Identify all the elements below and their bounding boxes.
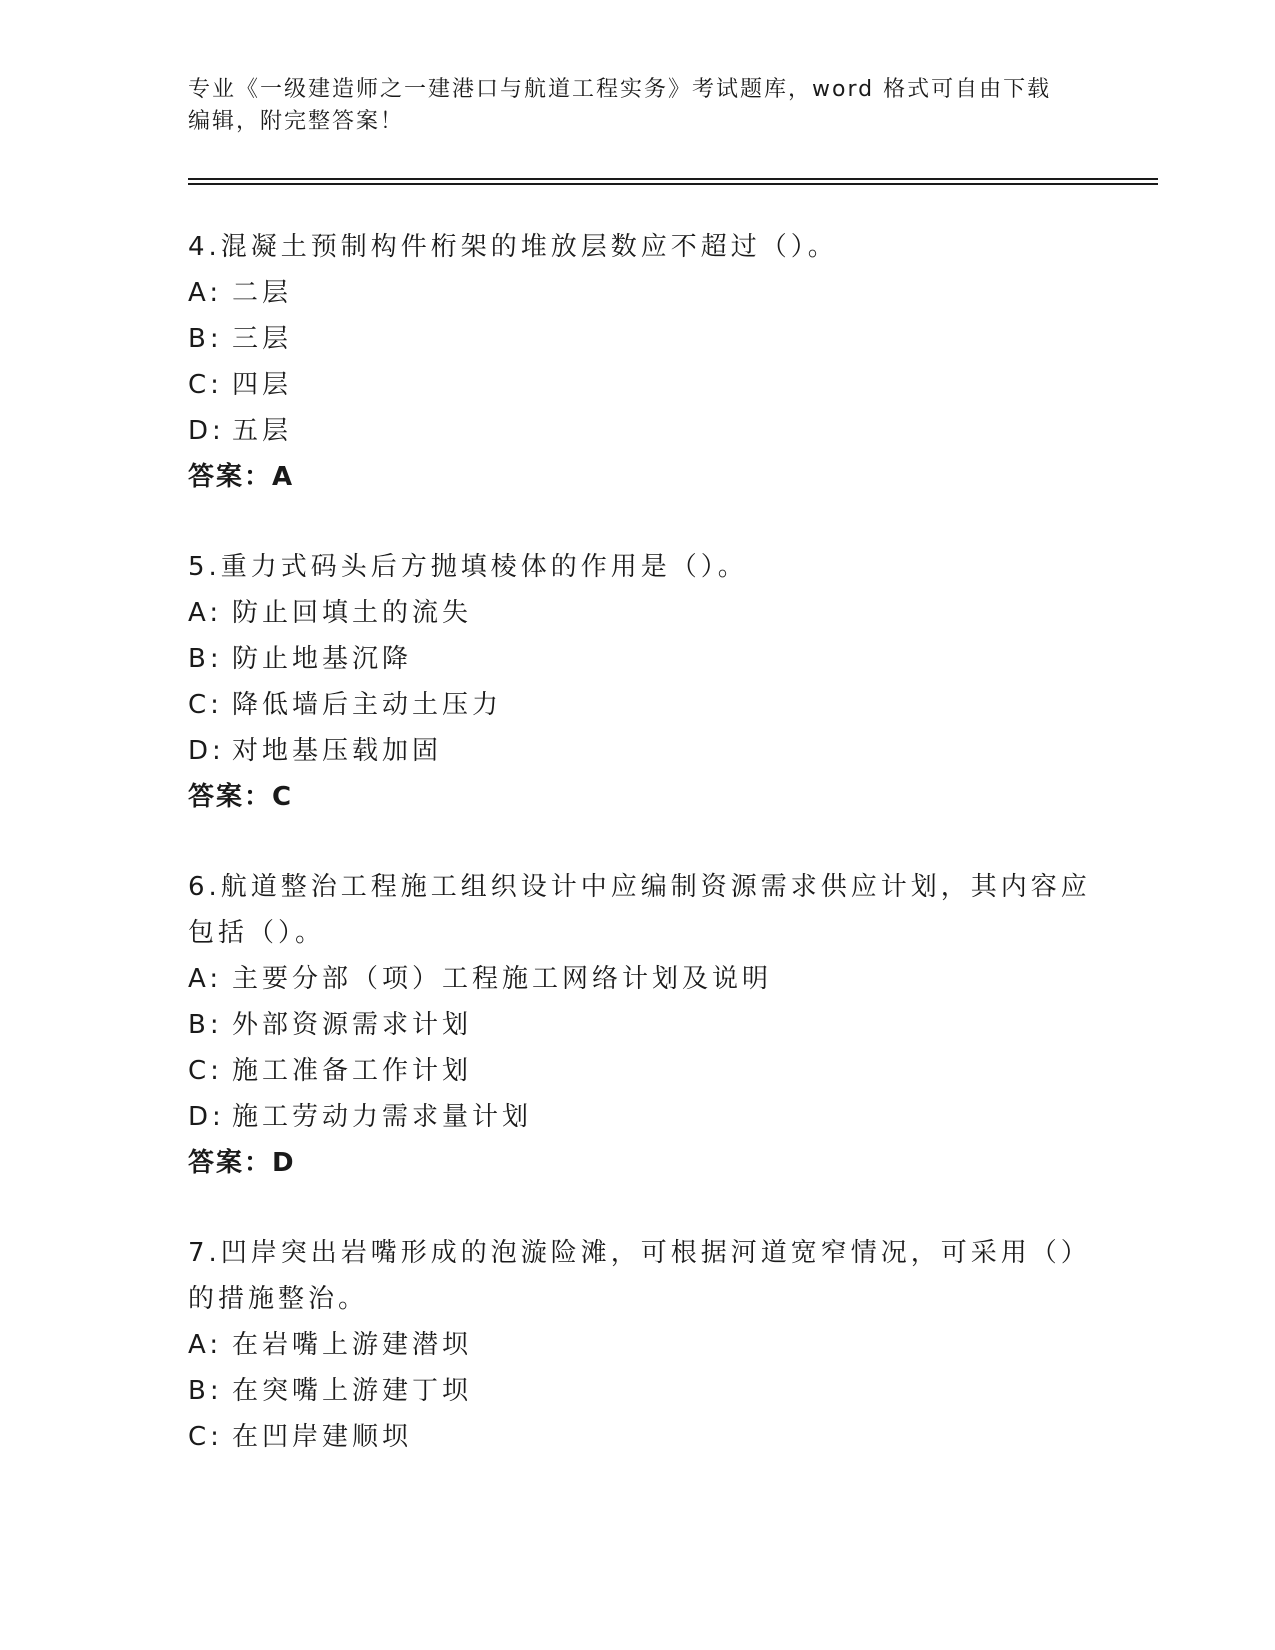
header-line-1: 专业《一级建造师之一建港口与航道工程实务》考试题库，word 格式可自由下载 — [188, 77, 1052, 102]
question-stem-line-1: 6.航道整治工程施工组织设计中应编制资源需求供应计划，其内容应 — [188, 872, 1091, 902]
option-c — [188, 1414, 1108, 1460]
question-stem-line-1: 7.凹岸突出岩嘴形成的泡漩险滩，可根据河道宽窄情况，可采用（） — [188, 1238, 1091, 1268]
option-d — [188, 408, 1108, 454]
option-text: 在岩嘴上游建潜坝 — [232, 1330, 473, 1360]
answer: 答案：D — [188, 1148, 296, 1178]
question-stem-line-2: 包括（）。 — [188, 918, 326, 948]
option-a — [188, 1322, 1108, 1368]
option-b — [188, 316, 1108, 362]
option-text: 四层 — [232, 370, 293, 400]
option-b — [188, 1368, 1108, 1414]
option-b — [188, 636, 1108, 682]
header-divider-top — [188, 178, 1158, 180]
option-letter: A: — [188, 964, 223, 994]
option-text: 防止地基沉降 — [232, 644, 413, 674]
option-letter: D: — [188, 1102, 225, 1132]
answer: 答案：C — [188, 782, 294, 812]
option-letter: D: — [188, 736, 225, 766]
option-text: 施工准备工作计划 — [232, 1056, 473, 1086]
option-text: 二层 — [232, 278, 293, 308]
option-text: 在凹岸建顺坝 — [232, 1422, 413, 1452]
question-7 — [188, 1230, 1108, 1460]
question-6 — [188, 864, 1108, 1186]
option-d — [188, 728, 1108, 774]
option-c — [188, 682, 1108, 728]
option-b — [188, 1002, 1108, 1048]
option-letter: B: — [188, 1376, 223, 1406]
option-letter: C: — [188, 1056, 223, 1086]
option-text: 三层 — [232, 324, 293, 354]
option-d — [188, 1094, 1108, 1140]
option-letter: C: — [188, 1422, 223, 1452]
option-letter: C: — [188, 690, 223, 720]
question-stem: 5.重力式码头后方抛填棱体的作用是（）。 — [188, 552, 748, 582]
question-stem-line-2: 的措施整治。 — [188, 1284, 369, 1314]
option-letter: D: — [188, 416, 225, 446]
option-letter: A: — [188, 598, 223, 628]
question-4 — [188, 224, 1108, 500]
option-a — [188, 270, 1108, 316]
question-stem: 4.混凝土预制构件桁架的堆放层数应不超过（）。 — [188, 232, 838, 262]
option-a — [188, 590, 1108, 636]
question-5 — [188, 544, 1108, 820]
document-header — [188, 74, 1088, 138]
option-text: 施工劳动力需求量计划 — [232, 1102, 533, 1132]
option-letter: C: — [188, 370, 223, 400]
option-c — [188, 362, 1108, 408]
option-letter: B: — [188, 1010, 223, 1040]
option-text: 降低墙后主动土压力 — [232, 690, 503, 720]
option-text: 外部资源需求计划 — [232, 1010, 473, 1040]
option-text: 主要分部（项）工程施工网络计划及说明 — [232, 964, 773, 994]
answer: 答案：A — [188, 462, 295, 492]
option-text: 在突嘴上游建丁坝 — [232, 1376, 473, 1406]
option-letter: B: — [188, 644, 223, 674]
option-letter: A: — [188, 1330, 223, 1360]
option-letter: A: — [188, 278, 223, 308]
option-letter: B: — [188, 324, 223, 354]
option-a — [188, 956, 1108, 1002]
header-line-2: 编辑，附完整答案！ — [188, 109, 405, 134]
option-text: 对地基压载加固 — [232, 736, 443, 766]
option-text: 五层 — [232, 416, 293, 446]
header-divider-bottom — [188, 183, 1158, 185]
option-text: 防止回填土的流失 — [232, 598, 473, 628]
option-c — [188, 1048, 1108, 1094]
